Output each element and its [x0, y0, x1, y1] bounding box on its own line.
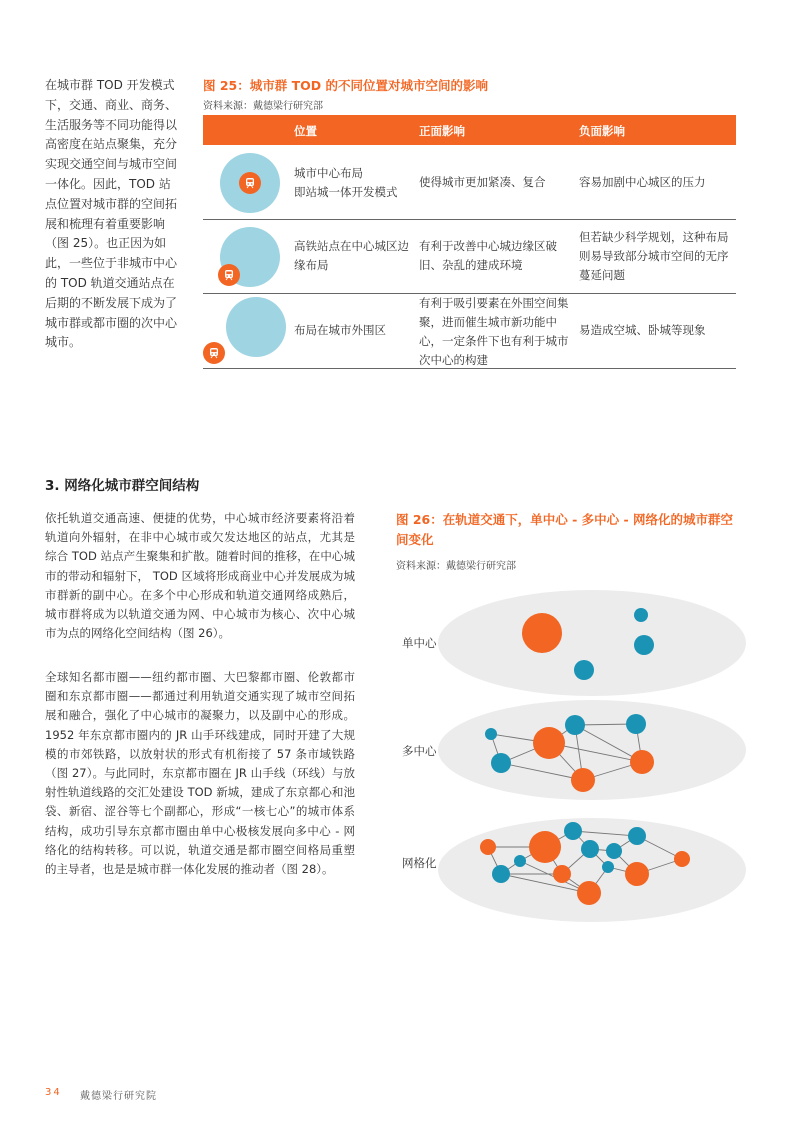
city-node [553, 865, 571, 883]
city-node [630, 750, 654, 774]
train-icon [239, 172, 261, 194]
row1-position: 城市中心布局 即站城一体开发模式 [294, 166, 398, 199]
section-paragraph-1: 依托轨道交通高速、便捷的优势，中心城市经济要素将沿着轨道向外辐射，在非中心城市或欠发达地区的站点，尤其是综合 TOD 站点产生聚集和扩散。随着时间的推移，在中心城市的带动和辐射下， TOD 区域将形成商业中心并发展成为城市群新的副中心。在多个中心形成和轨道交通网络成熟后，城市群将成为以轨道交通为网、中心城市为核心、次中心城市为点的网络化空间结构（图 26）。 [45, 511, 355, 641]
city-node [577, 881, 601, 905]
header-positive: 正面影响 [419, 124, 465, 138]
network-panel [402, 818, 746, 922]
row2-position: 高铁站点在中心城区边缘布局 [294, 239, 409, 272]
city-node [480, 839, 496, 855]
row2-positive: 有利于改善中心城边缘区破旧、杂乱的建成环境 [419, 239, 557, 272]
city-node [491, 753, 511, 773]
intro-paragraph: 在城市群 TOD 开发模式下，交通、商业、商务、生活服务等不同功能得以高密度在站点聚集，充分实现交通空间与城市空间一体化。因此，TOD 站点位置对城市群的空间拓展和梳理有着重要影响（图 25）。也正因为如此，一些位于非城市中心的 TOD 轨道交通站点在后期的不断发展下成为了城市群或都市圈的次中心城市。 [45, 78, 178, 350]
header-position: 位置 [294, 124, 317, 138]
label-single-center: 单中心 [402, 636, 437, 650]
city-node [571, 768, 595, 792]
city-node [628, 827, 646, 845]
figure-25-table [203, 115, 736, 369]
city-node [522, 613, 562, 653]
city-node [564, 822, 582, 840]
city-node [565, 715, 585, 735]
single-center-ellipse [438, 590, 746, 696]
train-icon [203, 342, 225, 364]
location-circle [220, 153, 280, 213]
city-node [514, 855, 526, 867]
figure-26-source: 资料来源：戴德梁行研究部 [396, 561, 516, 572]
city-node [634, 635, 654, 655]
table-row [203, 294, 736, 369]
city-node [674, 851, 690, 867]
city-node [533, 727, 565, 759]
single-center-panel [402, 590, 746, 696]
multi-center-panel [402, 700, 746, 800]
city-node [625, 862, 649, 886]
location-circle [226, 297, 286, 357]
figure-25-source: 资料来源：戴德梁行研究部 [203, 101, 323, 112]
header-negative: 负面影响 [579, 124, 625, 138]
figure-26-title: 图 26：在轨道交通下，单中心 - 多中心 - 网络化的城市群空间变化 [396, 512, 734, 547]
page-number: 34 [45, 1087, 62, 1098]
figure-25-title: 图 25：城市群 TOD 的不同位置对城市空间的影响 [203, 78, 488, 93]
label-multi-center: 多中心 [402, 744, 437, 758]
network-ellipse [438, 818, 746, 922]
row2-negative: 但若缺少科学规划，这种布局则易导致部分城市空间的无序蔓延问题 [579, 230, 729, 282]
table-row [203, 145, 736, 220]
row3-positive: 有利于吸引要素在外围空间集聚，进而催生城市新功能中心，一定条件下也有利于城市次中心的构建 [419, 296, 569, 367]
footer-org: 戴德梁行研究院 [80, 1091, 157, 1102]
train-icon [218, 264, 240, 286]
table-row [203, 220, 736, 294]
row3-position: 布局在城市外围区 [294, 323, 386, 337]
city-node [581, 840, 599, 858]
row1-negative: 容易加剧中心城区的压力 [579, 175, 706, 189]
row1-positive: 使得城市更加紧凑、复合 [419, 175, 546, 189]
figure-26-diagram [380, 585, 750, 925]
section-title: 3. 网络化城市群空间结构 [45, 478, 200, 494]
city-node [529, 831, 561, 863]
label-network: 网格化 [402, 856, 437, 870]
city-node [606, 843, 622, 859]
city-node [602, 861, 614, 873]
table-header [203, 115, 736, 145]
section-paragraph-2: 全球知名都市圈——纽约都市圈、大巴黎都市圈、伦敦都市圈和东京都市圈——都通过利用轨道交通实现了城市空间拓展和融合，强化了中心城市的凝聚力，以及副中心的形成。1952 年东京都市圈内的 JR 山手环线建成，同时开建了大规模的市郊铁路，以放射状的形式有机衔接了 57 条市域铁路（图 27）。与此同时，东京都市圈在 JR 山手线（环线）与放射性轨道线路的交汇处建设 TOD 新城，建成了东京都心和池袋、新宿、涩谷等七个副都心，形成“一核七心”的城市体系结构，成功引导东京都市圈由单中心极核发展向多中心 - 网络化的结构转移。可以说，轨道交通是都市圈空间格局重塑的主导者，也是是城市群一体化发展的推动者（图 28）。 [45, 670, 355, 877]
city-node [574, 660, 594, 680]
city-node [626, 714, 646, 734]
city-node [485, 728, 497, 740]
city-node [492, 865, 510, 883]
row3-negative: 易造成空城、卧城等现象 [579, 323, 706, 337]
city-node [634, 608, 648, 622]
